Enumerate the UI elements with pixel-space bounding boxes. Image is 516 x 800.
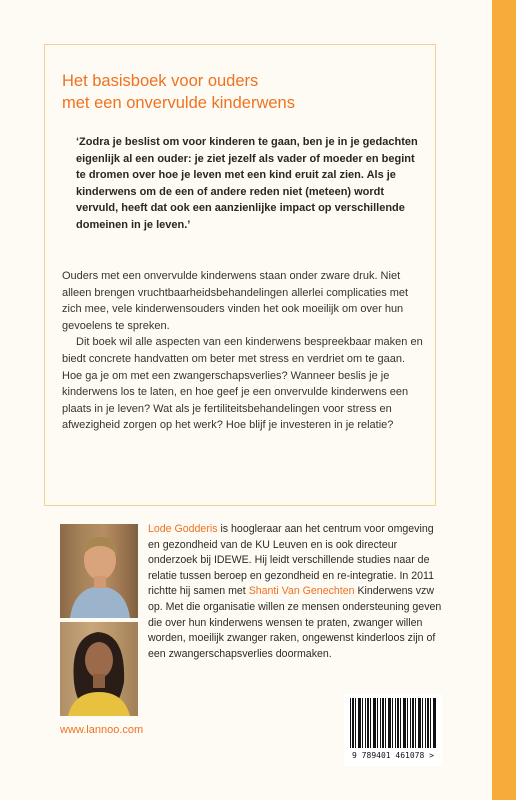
author-photo-shanti: [60, 622, 138, 716]
blurb-paragraph-2: Dit boek wil alle aspecten van een kinderwens bespreekbaar maken en biedt concrete handvatten om beter met stress en verdriet om te gaan. Hoe ga je om met een zwangerschapsverlies? Wanneer beslis je je kinderwens los te laten, en hoe geef je een onvervulde kinderwens een plaats in je leven? Wat als je fertiliteitsbehandelingen voor stress en afwezigheid zorgen op het werk? Hoe blijf je investeren in je relatie?: [62, 336, 423, 432]
author-bio: [148, 522, 448, 662]
isbn-barcode: [344, 694, 442, 766]
barcode-bars: [350, 698, 436, 748]
headline-line-1: Het basisboek voor ouders: [62, 72, 259, 90]
author-bio-text-1: is hoogleraar aan het centrum voor omgeving en gezondheid van de KU Leuven en is ook directeur onderzoek bij IDEWE. Hij leidt verschillende studies naar de relatie tussen beroep en gezondheid en re-integratie. In 2011 richtte hij samen met: [148, 523, 435, 598]
book-spine-strip: [492, 0, 516, 800]
author-name-lode: Lode Godderis: [148, 523, 218, 535]
author-portrait-woman-icon: [60, 622, 138, 716]
headline: [62, 70, 422, 114]
pull-quote: ‘Zodra je beslist om voor kinderen te gaan, ben je in je gedachten eigenlijk al een ouder: je ziet jezelf als vader of moeder en begint te dromen over hoe je leven met een kind eruit zal zien. Als je kinderwens om de een of andere reden niet (meteen) wordt vervuld, heeft dat ook een aanzienlijke impact op verschillende domeinen in je leven.’: [76, 136, 418, 231]
author-bio-text-2: Kinderwens vzw op. Met die organisatie willen ze mensen ondersteuning geven die over hun kinderwens wensen te praten, zwanger willen worden, moeilijk zwanger raken, ongewenst kinderloos zijn of een zwangerschapsverlies doormaken.: [148, 585, 442, 660]
blurb-body: [62, 268, 426, 434]
author-name-shanti: Shanti Van Genechten: [248, 585, 355, 598]
author-portrait-man-icon: [60, 524, 138, 618]
blurb-paragraph-1: Ouders met een onvervulde kinderwens staan onder zware druk. Niet alleen brengen vruchtbaarheidsbehandelingen allerlei complicaties met zich mee, vele kinderwensouders vinden het ook moeilijk om over hun gevoelens te spreken.: [62, 270, 409, 332]
publisher-website-link[interactable]: www.lannoo.com: [60, 724, 144, 736]
isbn-number: 9 789401 461078 >: [352, 751, 434, 760]
author-photo-lode: [60, 524, 138, 618]
headline-line-2: met een onvervulde kinderwens: [62, 94, 295, 112]
